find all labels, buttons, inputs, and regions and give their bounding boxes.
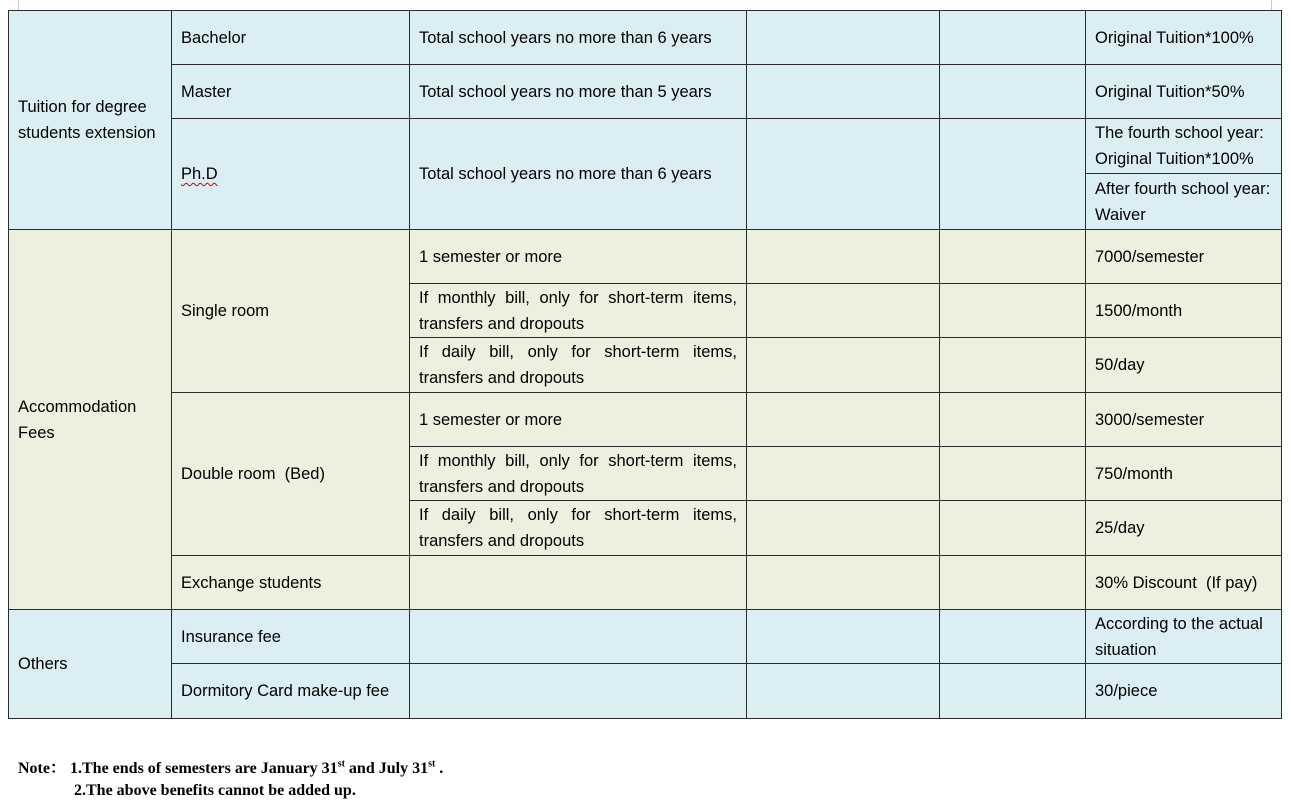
empty-cell xyxy=(940,610,1086,664)
table-row xyxy=(9,230,1282,284)
fee-cell: 30% Discount (If pay) xyxy=(1086,556,1282,610)
fee-cell: 750/month xyxy=(1086,447,1282,501)
empty-cell xyxy=(940,65,1086,119)
table-row xyxy=(9,610,1282,664)
empty-cell xyxy=(747,119,940,230)
note-text: and July 31 xyxy=(344,760,429,777)
table-row xyxy=(9,119,1282,174)
fee-cell: 1500/month xyxy=(1086,284,1282,338)
item-insurance-fee: Insurance fee xyxy=(172,610,410,664)
section-accommodation-label: Accommodation Fees xyxy=(9,230,172,610)
fee-cell: According to the actual situation xyxy=(1086,610,1282,664)
empty-cell xyxy=(747,230,940,284)
fee-cell: Original Tuition*100% xyxy=(1086,11,1282,65)
note-text: 1.The ends of semesters are January 31 xyxy=(70,760,338,777)
empty-cell xyxy=(410,556,747,610)
note-text: . xyxy=(435,760,444,777)
empty-cell xyxy=(747,447,940,501)
condition-cell: If monthly bill, only for short-term items, transfers and dropouts xyxy=(410,284,747,338)
item-dormitory-card-fee: Dormitory Card make-up fee xyxy=(172,664,410,719)
condition-cell: Total school years no more than 5 years xyxy=(410,65,747,119)
note-label: Note： xyxy=(18,760,66,777)
page-top-border xyxy=(18,0,1272,10)
note-line-1 xyxy=(18,755,443,778)
spellcheck-underlined-text: Ph.D xyxy=(181,165,218,183)
table-row xyxy=(9,11,1282,65)
item-single-room: Single room xyxy=(172,230,410,393)
empty-cell xyxy=(940,284,1086,338)
condition-cell: If daily bill, only for short-term items, transfers and dropouts xyxy=(410,338,747,393)
empty-cell xyxy=(940,447,1086,501)
fee-cell: The fourth school year: Original Tuition*100% xyxy=(1086,119,1282,174)
superscript: st xyxy=(428,758,436,770)
empty-cell xyxy=(747,11,940,65)
empty-cell xyxy=(747,393,940,447)
fee-cell: 3000/semester xyxy=(1086,393,1282,447)
empty-cell xyxy=(940,230,1086,284)
empty-cell xyxy=(747,65,940,119)
section-tuition-label: Tuition for degree students extension xyxy=(9,11,172,230)
condition-cell: 1 semester or more xyxy=(410,393,747,447)
condition-cell: Total school years no more than 6 years xyxy=(410,11,747,65)
table-row xyxy=(9,393,1282,447)
empty-cell xyxy=(940,11,1086,65)
fee-cell: Original Tuition*50% xyxy=(1086,65,1282,119)
empty-cell xyxy=(747,501,940,556)
item-master: Master xyxy=(172,65,410,119)
fee-cell: After fourth school year: Waiver xyxy=(1086,174,1282,230)
note-line-2: 2.The above benefits cannot be added up. xyxy=(74,782,356,799)
superscript: st xyxy=(337,758,345,770)
fee-cell: 30/piece xyxy=(1086,664,1282,719)
table-row xyxy=(9,664,1282,719)
condition-cell: Total school years no more than 6 years xyxy=(410,119,747,230)
empty-cell xyxy=(747,556,940,610)
item-bachelor: Bachelor xyxy=(172,11,410,65)
condition-cell: 1 semester or more xyxy=(410,230,747,284)
fee-cell: 7000/semester xyxy=(1086,230,1282,284)
empty-cell xyxy=(940,119,1086,230)
item-exchange-students: Exchange students xyxy=(172,556,410,610)
empty-cell xyxy=(940,393,1086,447)
empty-cell xyxy=(747,338,940,393)
item-double-room: Double room (Bed) xyxy=(172,393,410,556)
empty-cell xyxy=(747,610,940,664)
empty-cell xyxy=(940,664,1086,719)
item-phd xyxy=(172,119,410,230)
empty-cell xyxy=(410,664,747,719)
empty-cell xyxy=(747,664,940,719)
section-others-label: Others xyxy=(9,610,172,719)
empty-cell xyxy=(410,610,747,664)
table-row xyxy=(9,556,1282,610)
empty-cell xyxy=(940,338,1086,393)
fee-table xyxy=(8,10,1282,719)
empty-cell xyxy=(747,284,940,338)
fee-cell: 50/day xyxy=(1086,338,1282,393)
condition-cell: If monthly bill, only for short-term items, transfers and dropouts xyxy=(410,447,747,501)
empty-cell xyxy=(940,501,1086,556)
fee-cell: 25/day xyxy=(1086,501,1282,556)
empty-cell xyxy=(940,556,1086,610)
condition-cell: If daily bill, only for short-term items, transfers and dropouts xyxy=(410,501,747,556)
table-row xyxy=(9,65,1282,119)
